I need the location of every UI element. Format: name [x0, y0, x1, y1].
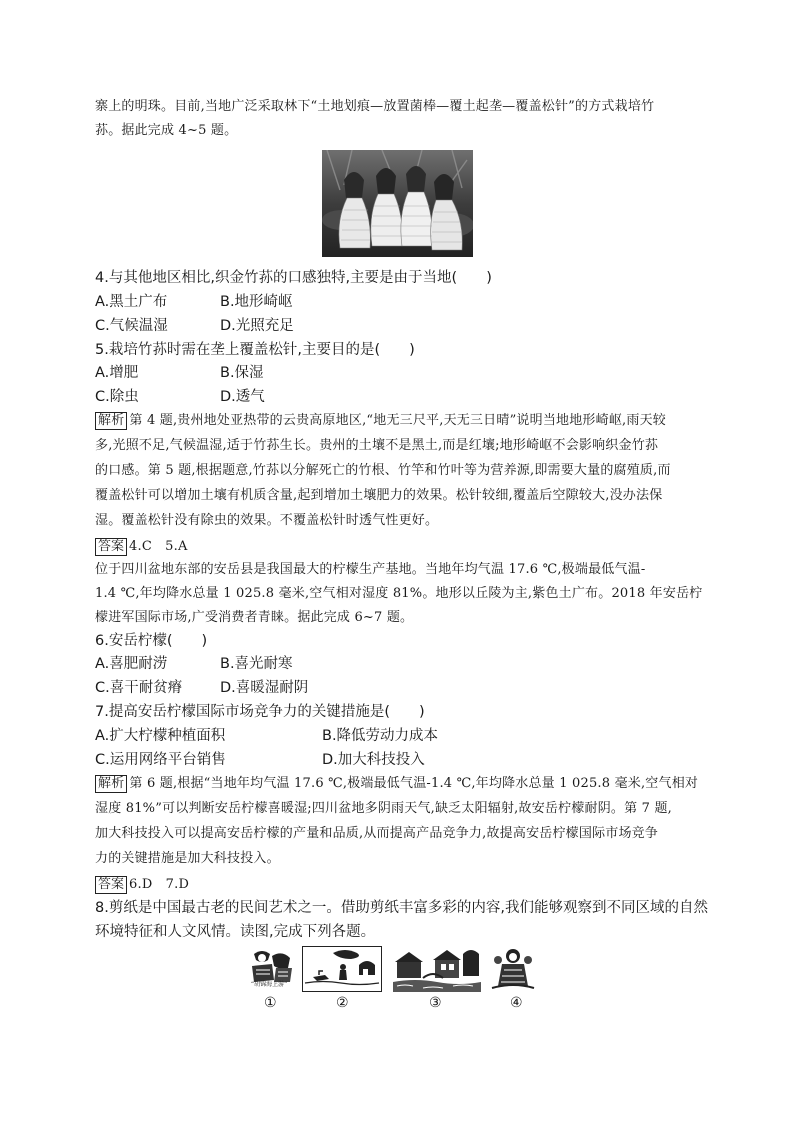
q5-option-a[interactable]: A.增肥 [95, 365, 139, 381]
answer-2: 答案 6.D 7.D [95, 874, 189, 895]
analysis-1-line-2: 多,光照不足,气候温湿,适于竹荪生长。贵州的土壤不是黑土,而是红壤;地形崎岖不会影响织金竹荪 [95, 438, 659, 453]
answer-1: 答案 4.C 5.A [95, 536, 188, 557]
bamboo-fungus-photo [322, 150, 473, 257]
answer-tag: 答案 [95, 538, 127, 556]
question-7-stem: 7.提高安岳柠檬国际市场竞争力的关键措施是( ) [95, 704, 425, 720]
analysis-2-line-2: 湿度 81%”可以判断安岳柠檬喜暖湿;四川盆地多阴雨天气,缺乏太阳辐射,故安岳柠檬耐阴。第 7 题, [95, 801, 672, 816]
analysis-2-line-4: 力的关键措施是加大科技投入。 [95, 851, 280, 866]
q5-option-d[interactable]: D.透气 [220, 389, 265, 405]
papercut-image-2 [302, 946, 382, 992]
papercut-image-1 [248, 946, 296, 992]
papercut-label-3: ③ [429, 995, 442, 1011]
q6-option-b[interactable]: B.喜光耐寒 [220, 656, 293, 672]
question-8-line-2: 环境特征和人文风情。读图,完成下列各题。 [95, 924, 376, 940]
q4-option-c[interactable]: C.气候温湿 [95, 318, 168, 334]
q4-option-d[interactable]: D.光照充足 [220, 318, 294, 334]
intro-line-1: 寨上的明珠。目前,当地广泛采取林下“土地划痕—放置菌棒—覆土起垄—覆盖松针”的方式栽培竹 [95, 99, 655, 114]
analysis-tag: 解析 [95, 775, 127, 793]
q6-option-a[interactable]: A.喜肥耐涝 [95, 656, 168, 672]
analysis-1-line-5: 湿。覆盖松针没有除虫的效果。不覆盖松针时透气性更好。 [95, 513, 439, 528]
question-5-stem: 5.栽培竹荪时需在垄上覆盖松针,主要目的是( ) [95, 342, 415, 358]
papercut-label-2: ② [336, 995, 349, 1011]
analysis-1-line-3: 的口感。第 5 题,根据题意,竹荪以分解死亡的竹根、竹竿和竹叶等为营养源,即需要大量的腐殖质,而 [95, 463, 671, 478]
intro2-line-3: 檬进军国际市场,广受消费者青睐。据此完成 6~7 题。 [95, 610, 414, 625]
analysis-2-line-3: 加大科技投入可以提高安岳柠檬的产量和品质,从而提高产品竞争力,故提高安岳柠檬国际市场竞争 [95, 826, 659, 841]
q7-option-b[interactable]: B.降低劳动力成本 [322, 728, 439, 744]
q7-option-a[interactable]: A.扩大柠檬种植面积 [95, 728, 226, 744]
q6-option-d[interactable]: D.喜暖湿耐阴 [220, 680, 309, 696]
analysis-1-line-1: 解析 第 4 题,贵州地处亚热带的云贵高原地区,“地无三尺平,天无三日晴”说明当地地形崎岖,雨天较 [95, 411, 666, 431]
intro2-line-2: 1.4 ℃,年均降水总量 1 025.8 毫米,空气相对湿度 81%。地形以丘陵为主,紫色土广布。2018 年安岳柠 [95, 586, 703, 601]
q4-option-b[interactable]: B.地形崎岖 [220, 294, 293, 310]
intro2-line-1: 位于四川盆地东部的安岳县是我国最大的柠檬生产基地。当地年均气温 17.6 ℃,极端最低气温- [95, 562, 646, 577]
q6-option-c[interactable]: C.喜干耐贫瘠 [95, 680, 183, 696]
papercut-caption-1: “胡锦海上游” [251, 981, 288, 988]
question-8-line-1: 8.剪纸是中国最古老的民间艺术之一。借助剪纸丰富多彩的内容,我们能够观察到不同区域的自然 [95, 900, 708, 916]
q4-option-a[interactable]: A.黑土广布 [95, 294, 168, 310]
analysis-tag: 解析 [95, 412, 127, 430]
question-4-stem: 4.与其他地区相比,织金竹荪的口感独特,主要是由于当地( ) [95, 270, 492, 286]
q5-option-c[interactable]: C.除虫 [95, 389, 139, 405]
q7-option-d[interactable]: D.加大科技投入 [322, 752, 425, 768]
papercut-label-1: ① [264, 995, 277, 1011]
intro-line-2: 荪。据此完成 4~5 题。 [95, 123, 238, 138]
papercut-image-3 [393, 946, 481, 992]
analysis-2-line-1: 解析 第 6 题,根据“当地年均气温 17.6 ℃,极端最低气温-1.4 ℃,年均降水总量 1 025.8 毫米,空气相对 [95, 774, 698, 794]
q5-option-b[interactable]: B.保湿 [220, 365, 264, 381]
answer-tag: 答案 [95, 876, 127, 894]
q7-option-c[interactable]: C.运用网络平台销售 [95, 752, 226, 768]
papercut-image-4 [490, 946, 536, 992]
papercut-label-4: ④ [510, 995, 523, 1011]
question-6-stem: 6.安岳柠檬( ) [95, 633, 208, 649]
analysis-1-line-4: 覆盖松针可以增加土壤有机质含量,起到增加土壤肥力的效果。松针较细,覆盖后空隙较大,没办法保 [95, 488, 663, 503]
